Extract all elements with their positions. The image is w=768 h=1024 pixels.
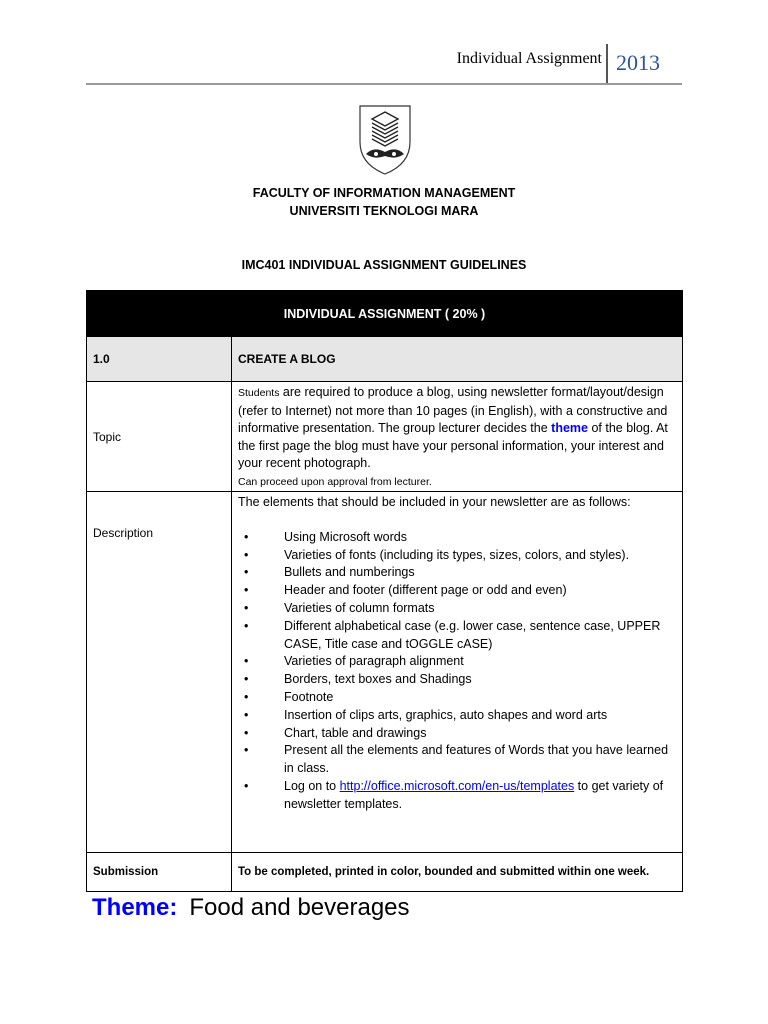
section-title: CREATE A BLOG (232, 337, 683, 382)
submission-label: Submission (87, 853, 232, 892)
list-item: • Chart, table and drawings (238, 725, 676, 743)
list-item: • Varieties of paragraph alignment (238, 653, 676, 671)
header-rule (86, 83, 682, 85)
list-item: • Using Microsoft words (238, 529, 676, 547)
list-item-templates (238, 778, 676, 814)
templates-prefix: Log on to (284, 778, 340, 793)
description-label: Description (87, 492, 232, 853)
list-item: • Present all the elements and features of Words that you have learned in class. (238, 742, 676, 778)
templates-link[interactable]: http://office.microsoft.com/en-us/templates (339, 778, 575, 793)
topic-text-a: are required to produce a blog, using newsletter format/layout/design (refer to Internet) not more than 10 pages (in English), with a constructive and informative presentation. The group lecturer decides the (238, 385, 668, 435)
list-item: • Borders, text boxes and Shadings (238, 671, 676, 689)
table-heading: INDIVIDUAL ASSIGNMENT ( 20% ) (87, 291, 683, 337)
list-item: • Varieties of fonts (including its types, sizes, colors, and styles). (238, 547, 676, 565)
topic-text (232, 382, 683, 492)
header-title: Individual Assignment (456, 50, 602, 67)
submission-row (87, 853, 683, 892)
list-item: • Varieties of column formats (238, 600, 676, 618)
description-text (232, 492, 683, 853)
university-name: UNIVERSITI TEKNOLOGI MARA (289, 204, 479, 218)
faculty-name: FACULTY OF INFORMATION MANAGEMENT (252, 186, 516, 200)
list-item: • Bullets and numberings (238, 564, 676, 582)
guidelines-title: IMC401 INDIVIDUAL ASSIGNMENT GUIDELINES (241, 258, 527, 272)
header-divider (606, 44, 608, 84)
assignment-table (86, 290, 683, 892)
table-heading-row (87, 291, 683, 337)
section-number: 1.0 (87, 337, 232, 382)
submission-text: To be completed, printed in color, bounded and submitted within one week. (232, 853, 683, 892)
list-item: • Footnote (238, 689, 676, 707)
topic-note: Can proceed upon approval from lecturer. (238, 475, 432, 488)
university-crest-logo (354, 102, 416, 176)
topic-students: Students (238, 387, 280, 399)
topic-label: Topic (87, 382, 232, 492)
theme-line (92, 894, 410, 922)
list-item: • Header and footer (different page or odd and even) (238, 582, 676, 600)
topic-text-b: of the blog. At the first page the blog must have your personal information, your interest and your recent photograph. (238, 421, 668, 470)
theme-value: Food and beverages (189, 894, 410, 921)
elements-list (238, 529, 676, 814)
list-item: • Insertion of clips arts, graphics, auto shapes and word arts (238, 707, 676, 725)
topic-theme-word: theme (551, 421, 588, 435)
description-intro: The elements that should be included in your newsletter are as follows: (238, 495, 631, 509)
theme-label: Theme: (92, 894, 178, 921)
templates-suffix: to get variety of newsletter templates. (284, 778, 664, 811)
description-row (87, 492, 683, 853)
section-row (87, 337, 683, 382)
header-year: 2013 (616, 50, 660, 75)
list-item: • Different alphabetical case (e.g. lower case, sentence case, UPPER CASE, Title case and tOGGLE cASE) (238, 618, 676, 654)
topic-row (87, 382, 683, 492)
